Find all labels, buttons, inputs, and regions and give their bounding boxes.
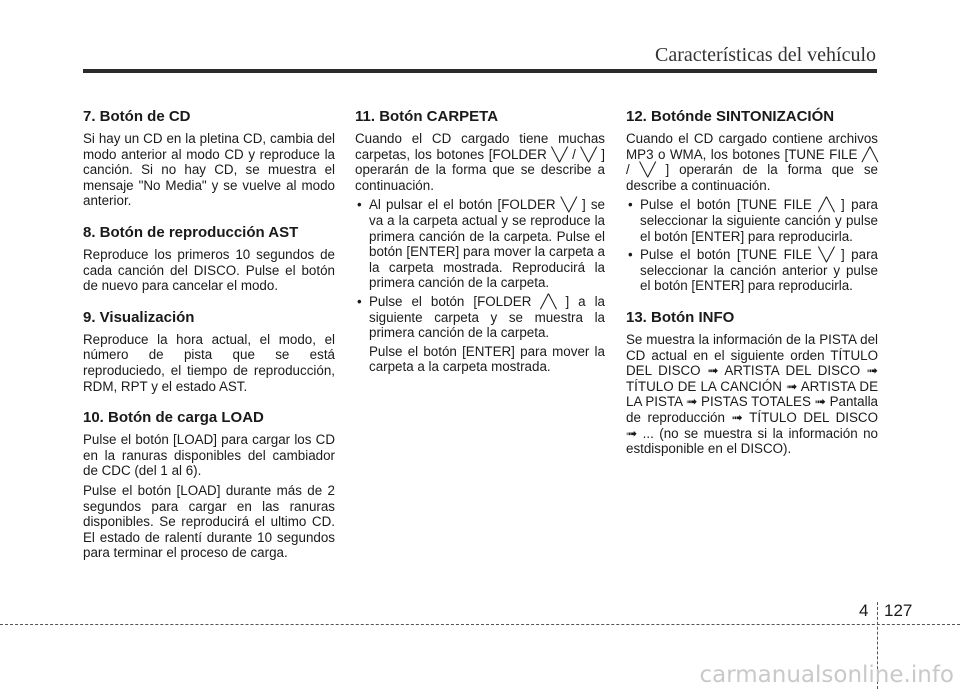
column-3 xyxy=(626,108,878,472)
paragraph: Si hay un CD en la pletina CD, cambia del modo anterior al modo CD y reproduce la canción. Si no hay CD, se muestra el mensaje "No Media" y se vuelve al modo anterior. xyxy=(83,131,335,209)
paragraph: Cuando el CD cargado contiene archivos MP3 o WMA, los botones [TUNE FILE ╱╲ / ╲╱ ] operarán de la forma que se describe a continuación. xyxy=(626,131,878,193)
heading-cd-button: 7. Botón de CD xyxy=(83,108,191,125)
list-item: • Pulse el botón [TUNE FILE ╲╱ ] para seleccionar la canción anterior y pulse el botón [ENTER] para reproducirla. xyxy=(626,247,878,294)
list-item: • Pulse el botón [TUNE FILE ╱╲ ] para seleccionar la siguiente canción y pulse el botón [ENTER] para reproducirla. xyxy=(626,197,878,244)
heading-tune-button: 12. Botónde SINTONIZACIÓN xyxy=(626,108,835,125)
paragraph: Cuando el CD cargado tiene muchas carpetas, los botones [FOLDER ╲╱ / ╲╱ ] operarán de la forma que se describe a continuación. xyxy=(355,131,605,193)
header-rule xyxy=(83,69,877,73)
page-number: 127 xyxy=(884,601,913,620)
heading-info-button: 13. Botón INFO xyxy=(626,308,735,326)
section-folder-button xyxy=(355,108,605,375)
section-cd-button xyxy=(83,108,335,209)
section-ast-button xyxy=(83,224,335,294)
section-info-button xyxy=(626,309,878,457)
heading-display: 9. Visualización xyxy=(83,308,195,326)
paragraph: Pulse el botón [LOAD] para cargar los CD en la ranuras disponibles del cambiador de CDC (del 1 al 6). xyxy=(83,432,335,479)
paragraph: Pulse el botón [ENTER] para mover la carpeta a la carpeta mostrada. xyxy=(369,343,605,375)
paragraph: Pulse el botón [LOAD] durante más de 2 segundos para cargar en las ranuras disponibles. Se reproducirá el ultimo CD. El estado de ralentí durante 10 segundos para terminar el proceso de carga. xyxy=(83,482,335,561)
paragraph: Reproduce la hora actual, el modo, el número de pista que se está reproduciedo, el tiempo de reproducción, RDM, RPT y el estado AST. xyxy=(83,331,335,394)
column-2 xyxy=(355,108,605,390)
watermark: carmanualsonline.info xyxy=(699,662,954,688)
section-tune-button xyxy=(626,108,878,294)
list-item: • Pulse el botón [FOLDER ╱╲ ] a la siguiente carpeta y se muestra la primera canción de la carpeta. xyxy=(355,294,605,341)
heading-folder-button: 11. Botón CARPETA xyxy=(355,108,499,125)
chapter-number: 4 xyxy=(859,601,869,620)
bullet-list xyxy=(626,197,878,294)
list-item: • Al pulsar el el botón [FOLDER ╲╱ ] se va a la carpeta actual y se reproduce la primera canción de la carpeta. Pulse el botón [ENTER] para mover la carpeta a la carpeta mostrada. Reproducirá la primera canción de la carpeta. xyxy=(355,197,605,291)
heading-ast-button: 8. Botón de reproducción AST xyxy=(83,223,299,241)
section-title: Características del vehículo xyxy=(654,44,876,66)
section-display xyxy=(83,309,335,394)
column-1 xyxy=(83,108,335,576)
section-load-button xyxy=(83,409,335,561)
paragraph: Reproduce los primeros 10 segundos de cada canción del DISCO. Pulse el botón de nuevo para cancelar el modo. xyxy=(83,246,335,294)
paragraph: Se muestra la información de la PISTA del CD actual en el siguiente orden TÍTULO DEL DISCO ➟ ARTISTA DEL DISCO ➟ TÍTULO DE LA CANCIÓN ➟ ARTISTA DE LA PISTA ➟ PISTAS TOTALES ➟ Pantalla de reproducción ➟ TÍTULO DEL DISCO ➟ ... (no se muestra si la información no estdisponible en el DISCO). xyxy=(626,331,878,457)
bullet-list xyxy=(355,197,605,340)
footer-rule xyxy=(0,624,960,625)
heading-load-button: 10. Botón de carga LOAD xyxy=(83,409,264,427)
